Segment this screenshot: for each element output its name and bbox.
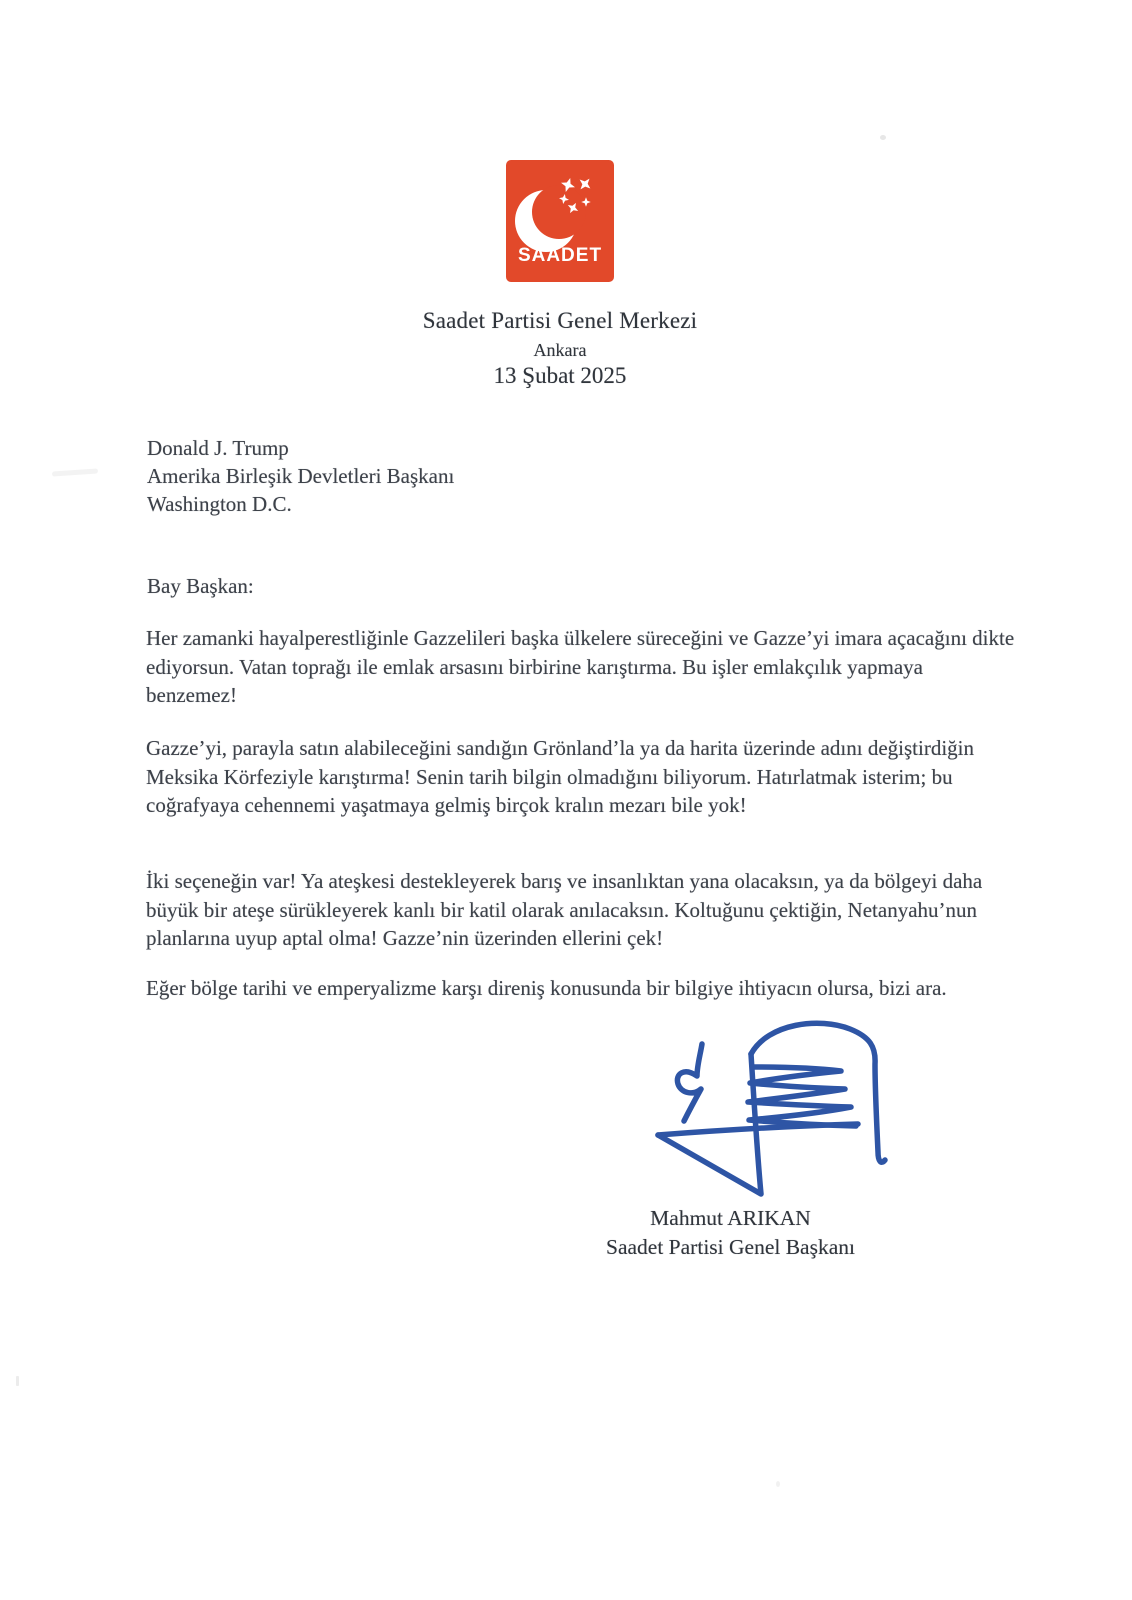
- body-paragraph: Eğer bölge tarihi ve emperyalizme karşı direniş konusunda bir bilgiye ihtiyacın olursa, bizi ara.: [146, 976, 947, 1000]
- scan-artifact: [776, 1481, 780, 1487]
- recipient-block: [147, 434, 454, 518]
- scan-artifact: [16, 1376, 19, 1386]
- letterhead-org-line: Saadet Partisi Genel Merkezi: [422, 308, 698, 333]
- handwritten-signature-icon: [620, 1010, 940, 1210]
- signer-title: Saadet Partisi Genel Başkanı: [606, 1235, 855, 1259]
- scan-artifact: [52, 468, 98, 476]
- letterhead-city: Ankara: [533, 340, 587, 360]
- signer-name: Mahmut ARIKAN: [650, 1206, 811, 1230]
- body-paragraph: Her zamanki hayalperestliğinle Gazzelileri başka ülkelere süreceğini ve Gazze’yi imara açacağını dikte ediyorsun. Vatan toprağı ile emlak arsasını birbirine karıştırma. Bu işler emlakçılık yapmaya benzemez!: [146, 626, 1015, 707]
- body-paragraph: İki seçeneğin var! Ya ateşkesi destekleyerek barış ve insanlıktan yana olacaksın, ya da bölgeyi daha büyük bir ateşe sürükleyerek kanlı bir katil olarak anılacaksın. Koltuğunu çektiğin, Netanyahu’nun planlarına uyup aptal olma! Gazze’nin üzerinden ellerini çek!: [146, 869, 983, 950]
- letterhead-date: 13 Şubat 2025: [493, 363, 627, 388]
- saadet-party-logo: [506, 160, 614, 282]
- signature-block: [563, 1204, 898, 1262]
- salutation: Bay Başkan:: [147, 574, 254, 598]
- scan-artifact: [880, 135, 886, 140]
- crescent-and-stars-icon: [506, 160, 614, 282]
- recipient-location: Washington D.C.: [147, 492, 292, 516]
- body-paragraph: Gazze’yi, parayla satın alabileceğini sandığın Grönland’la ya da harita üzerinde adını değiştirdiğin Meksika Körfeziyle karıştırma! Senin tarih bilgin olmadığını biliyorum. Hatırlatmak isterim; bu coğrafyaya cehennemi yaşatmaya gelmiş birçok kralın mezarı bile yok!: [146, 736, 975, 817]
- recipient-title: Amerika Birleşik Devletleri Başkanı: [147, 464, 455, 488]
- recipient-name: Donald J. Trump: [147, 436, 289, 460]
- logo-wordmark: SAADET: [517, 245, 603, 266]
